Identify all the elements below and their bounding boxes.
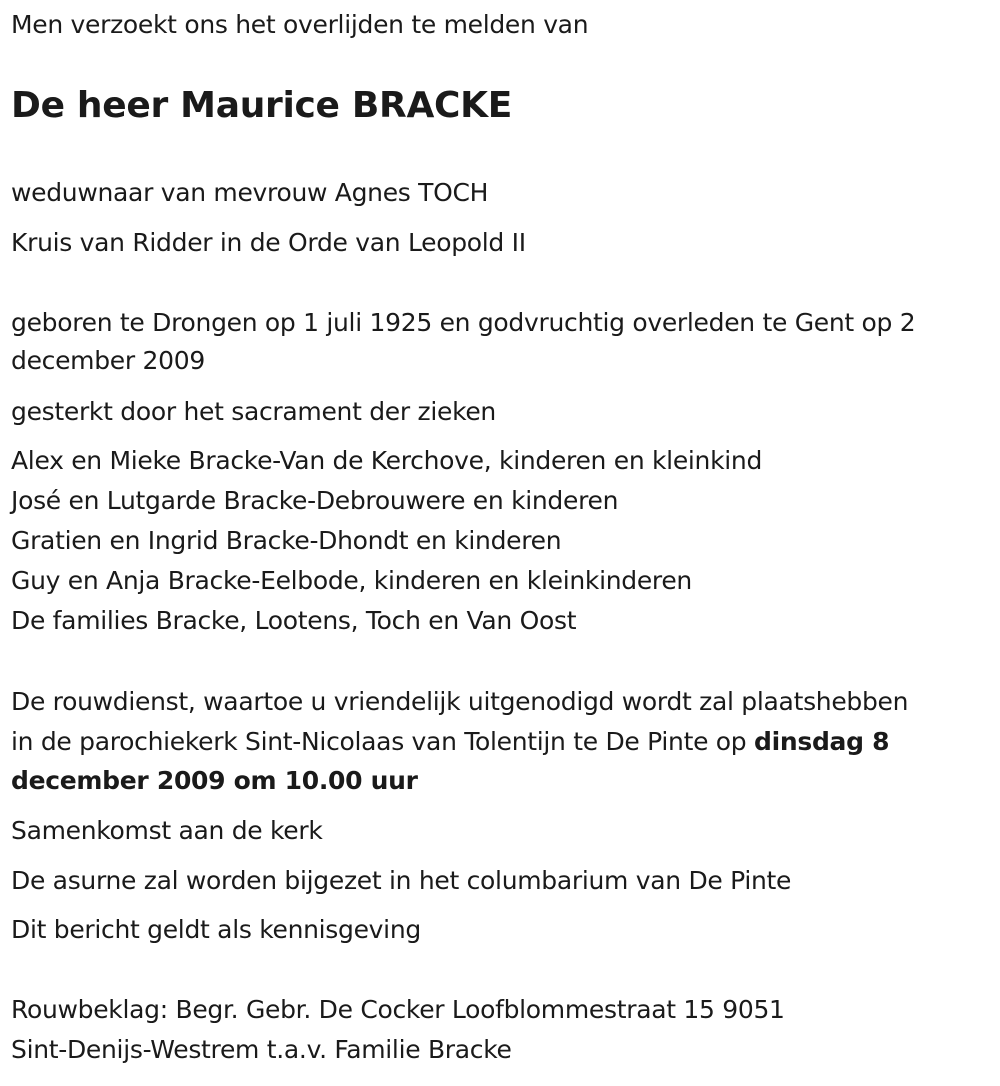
service-line-2 bbox=[11, 725, 889, 759]
gathering-text: Samenkomst aan de kerk bbox=[11, 816, 323, 845]
family-item: De families Bracke, Lootens, Toch en Van Oost bbox=[11, 606, 577, 635]
widower-text: weduwnaar van mevrouw Agnes TOCH bbox=[11, 178, 489, 207]
deceased-name: De heer Maurice BRACKE bbox=[11, 85, 513, 126]
service-line-1: De rouwdienst, waartoe u vriendelijk uitgenodigd wordt zal plaatshebben bbox=[11, 687, 909, 716]
family-item: Gratien en Ingrid Bracke-Dhondt en kinderen bbox=[11, 526, 562, 555]
service-location-text: in de parochiekerk Sint-Nicolaas van Tolentijn te De Pinte op bbox=[11, 727, 755, 756]
condolences-line-1: Rouwbeklag: Begr. Gebr. De Cocker Loofblommestraat 15 9051 bbox=[11, 995, 785, 1024]
condolences-line-2: Sint-Denijs-Westrem t.a.v. Familie Bracke bbox=[11, 1035, 512, 1064]
honor-text: Kruis van Ridder in de Orde van Leopold II bbox=[11, 228, 526, 257]
urn-text: De asurne zal worden bijgezet in het columbarium van De Pinte bbox=[11, 866, 792, 895]
family-item: Alex en Mieke Bracke-Van de Kerchove, kinderen en kleinkind bbox=[11, 446, 763, 475]
birth-death-line-1: geboren te Drongen op 1 juli 1925 en godvruchtig overleden te Gent op 2 bbox=[11, 308, 916, 337]
family-item: Guy en Anja Bracke-Eelbode, kinderen en kleinkinderen bbox=[11, 566, 692, 595]
sacrament-text: gesterkt door het sacrament der zieken bbox=[11, 397, 496, 426]
family-item: José en Lutgarde Bracke-Debrouwere en kinderen bbox=[11, 486, 619, 515]
notice-text: Dit bericht geldt als kennisgeving bbox=[11, 915, 421, 944]
service-date-time: december 2009 om 10.00 uur bbox=[11, 766, 418, 795]
birth-death-line-2: december 2009 bbox=[11, 346, 205, 375]
service-day-text: dinsdag 8 bbox=[754, 727, 890, 756]
intro-text: Men verzoekt ons het overlijden te melden van bbox=[11, 10, 589, 39]
